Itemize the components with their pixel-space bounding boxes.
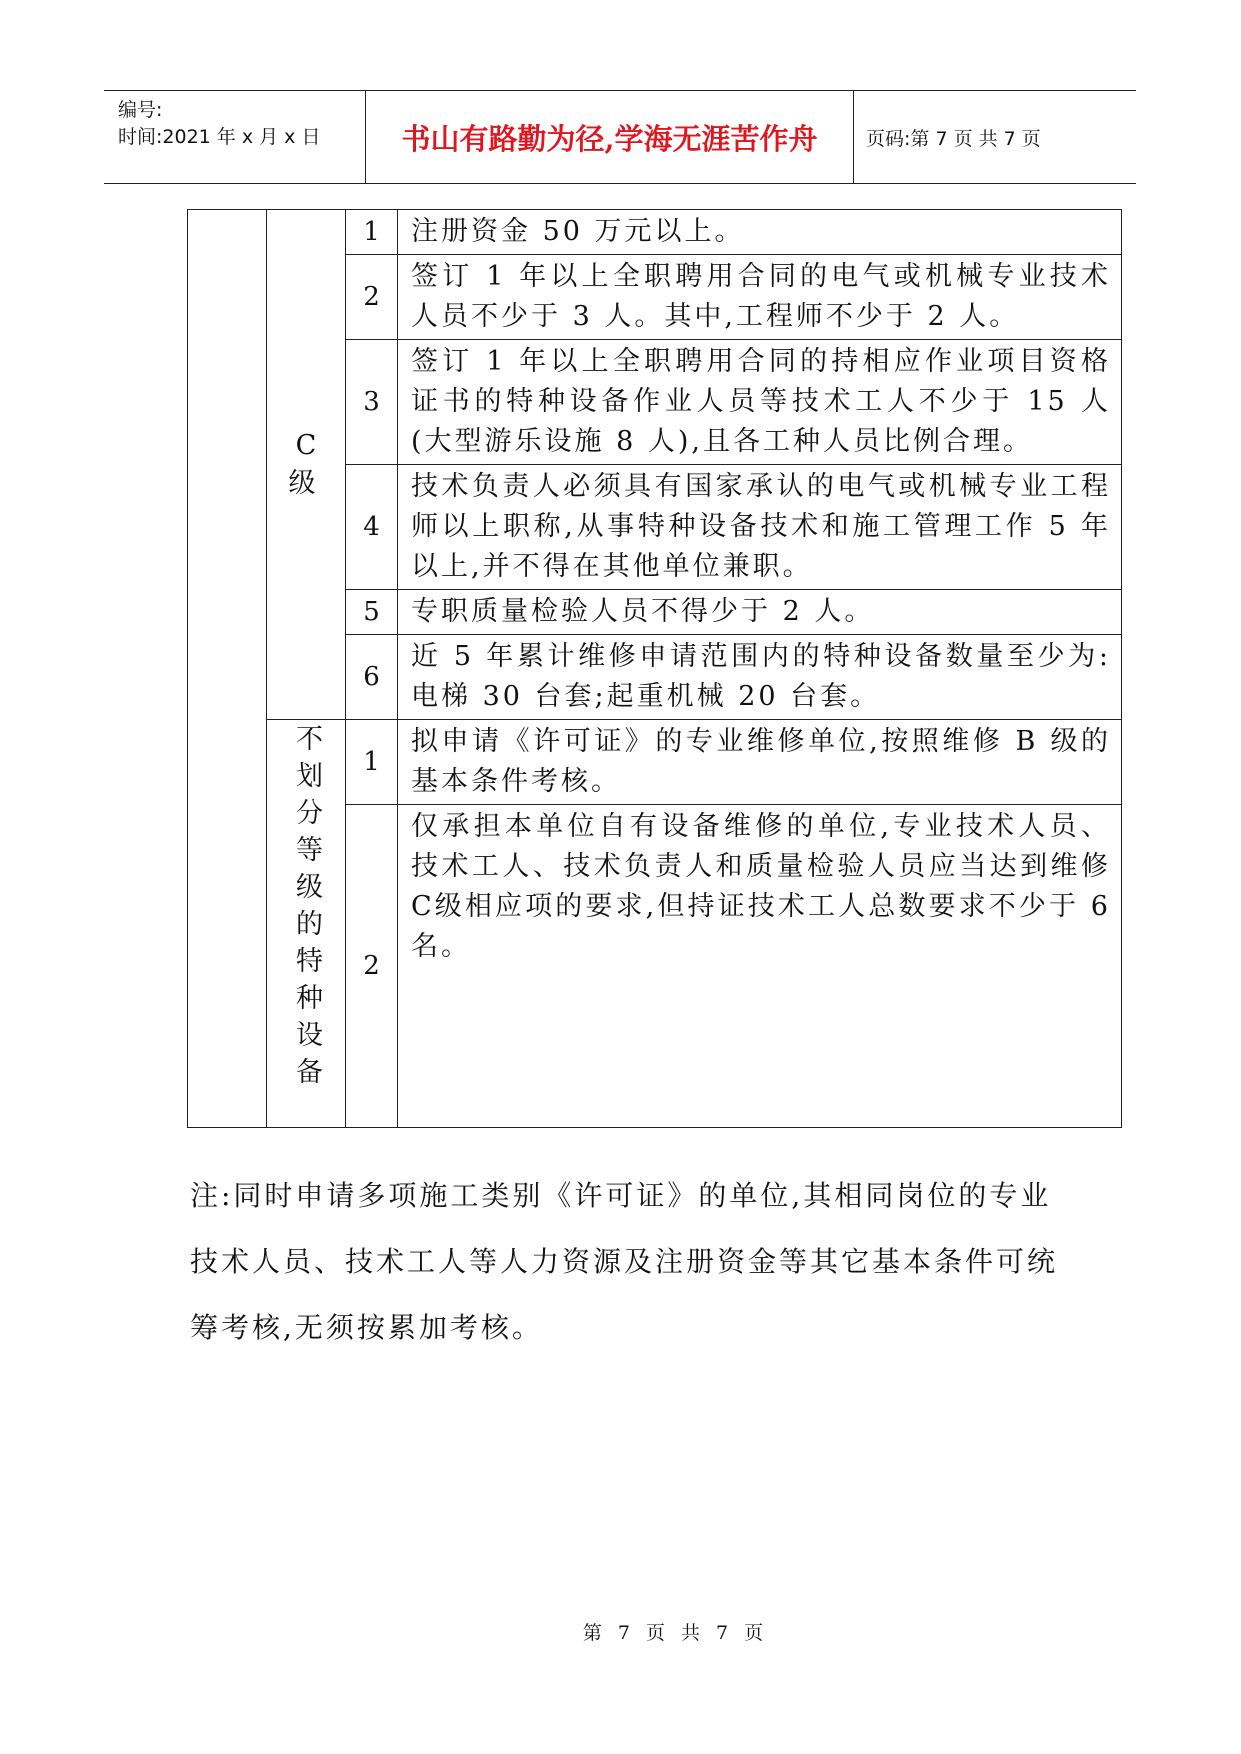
row-number: 2 [346, 255, 398, 340]
row-text: 仅承担本单位自有设备维修的单位,专业技术人员、技术工人、技术负责人和质量检验人员应当达到维修C级相应项的要求,但持证技术工人总数要求不少于 6 名。 [398, 805, 1122, 1128]
header-motto: 书山有路勤为径,学海无涯苦作舟 [366, 91, 854, 183]
row-text: 专职质量检验人员不得少于 2 人。 [398, 590, 1122, 635]
row-number: 1 [346, 210, 398, 255]
category-cell [188, 210, 267, 1128]
grade-c-cell [267, 210, 346, 720]
header-meta [104, 91, 366, 183]
ungraded-cell [267, 720, 346, 1128]
document-time-label: 时间:2021 年 x 月 x 日 [118, 126, 321, 148]
grade-c-label: C 级 [288, 429, 325, 499]
row-number: 2 [346, 805, 398, 1128]
row-text: 注册资金 50 万元以上。 [398, 210, 1122, 255]
row-text: 签订 1 年以上全职聘用合同的电气或机械专业技术人员不少于 3 人。其中,工程师不少于 2 人。 [398, 255, 1122, 340]
row-text: 技术负责人必须具有国家承认的电气或机械专业工程师以上职称,从事特种设备技术和施工管理工作 5 年以上,并不得在其他单位兼职。 [398, 465, 1122, 590]
ungraded-label: 不划分等级的特种设备 [291, 724, 322, 1094]
row-number: 3 [346, 340, 398, 465]
row-number: 5 [346, 590, 398, 635]
page-footer: 第 7 页 共 7 页 [582, 1622, 769, 1644]
row-number: 6 [346, 635, 398, 720]
table-row [188, 210, 1122, 255]
page-header [104, 90, 1136, 184]
note-text: 注:同时申请多项施工类别《许可证》的单位,其相同岗位的专业技术人员、技术工人等人力资源及注册资金等其它基本条件可统筹考核,无须按累加考核。 [190, 1179, 1059, 1344]
row-text: 近 5 年累计维修申请范围内的特种设备数量至少为:电梯 30 台套;起重机械 20 台套。 [398, 635, 1122, 720]
requirements-table [187, 209, 1122, 1128]
table-row [188, 720, 1122, 805]
row-text: 签订 1 年以上全职聘用合同的持相应作业项目资格证书的特种设备作业人员等技术工人不少于 15 人(大型游乐设施 8 人),且各工种人员比例合理。 [398, 340, 1122, 465]
row-number: 4 [346, 465, 398, 590]
row-number: 1 [346, 720, 398, 805]
document-number-label: 编号: [118, 99, 163, 121]
note-paragraph [190, 1163, 1070, 1361]
row-text: 拟申请《许可证》的专业维修单位,按照维修 B 级的基本条件考核。 [398, 720, 1122, 805]
header-page-label: 页码:第 7 页 共 7 页 [866, 127, 1041, 150]
